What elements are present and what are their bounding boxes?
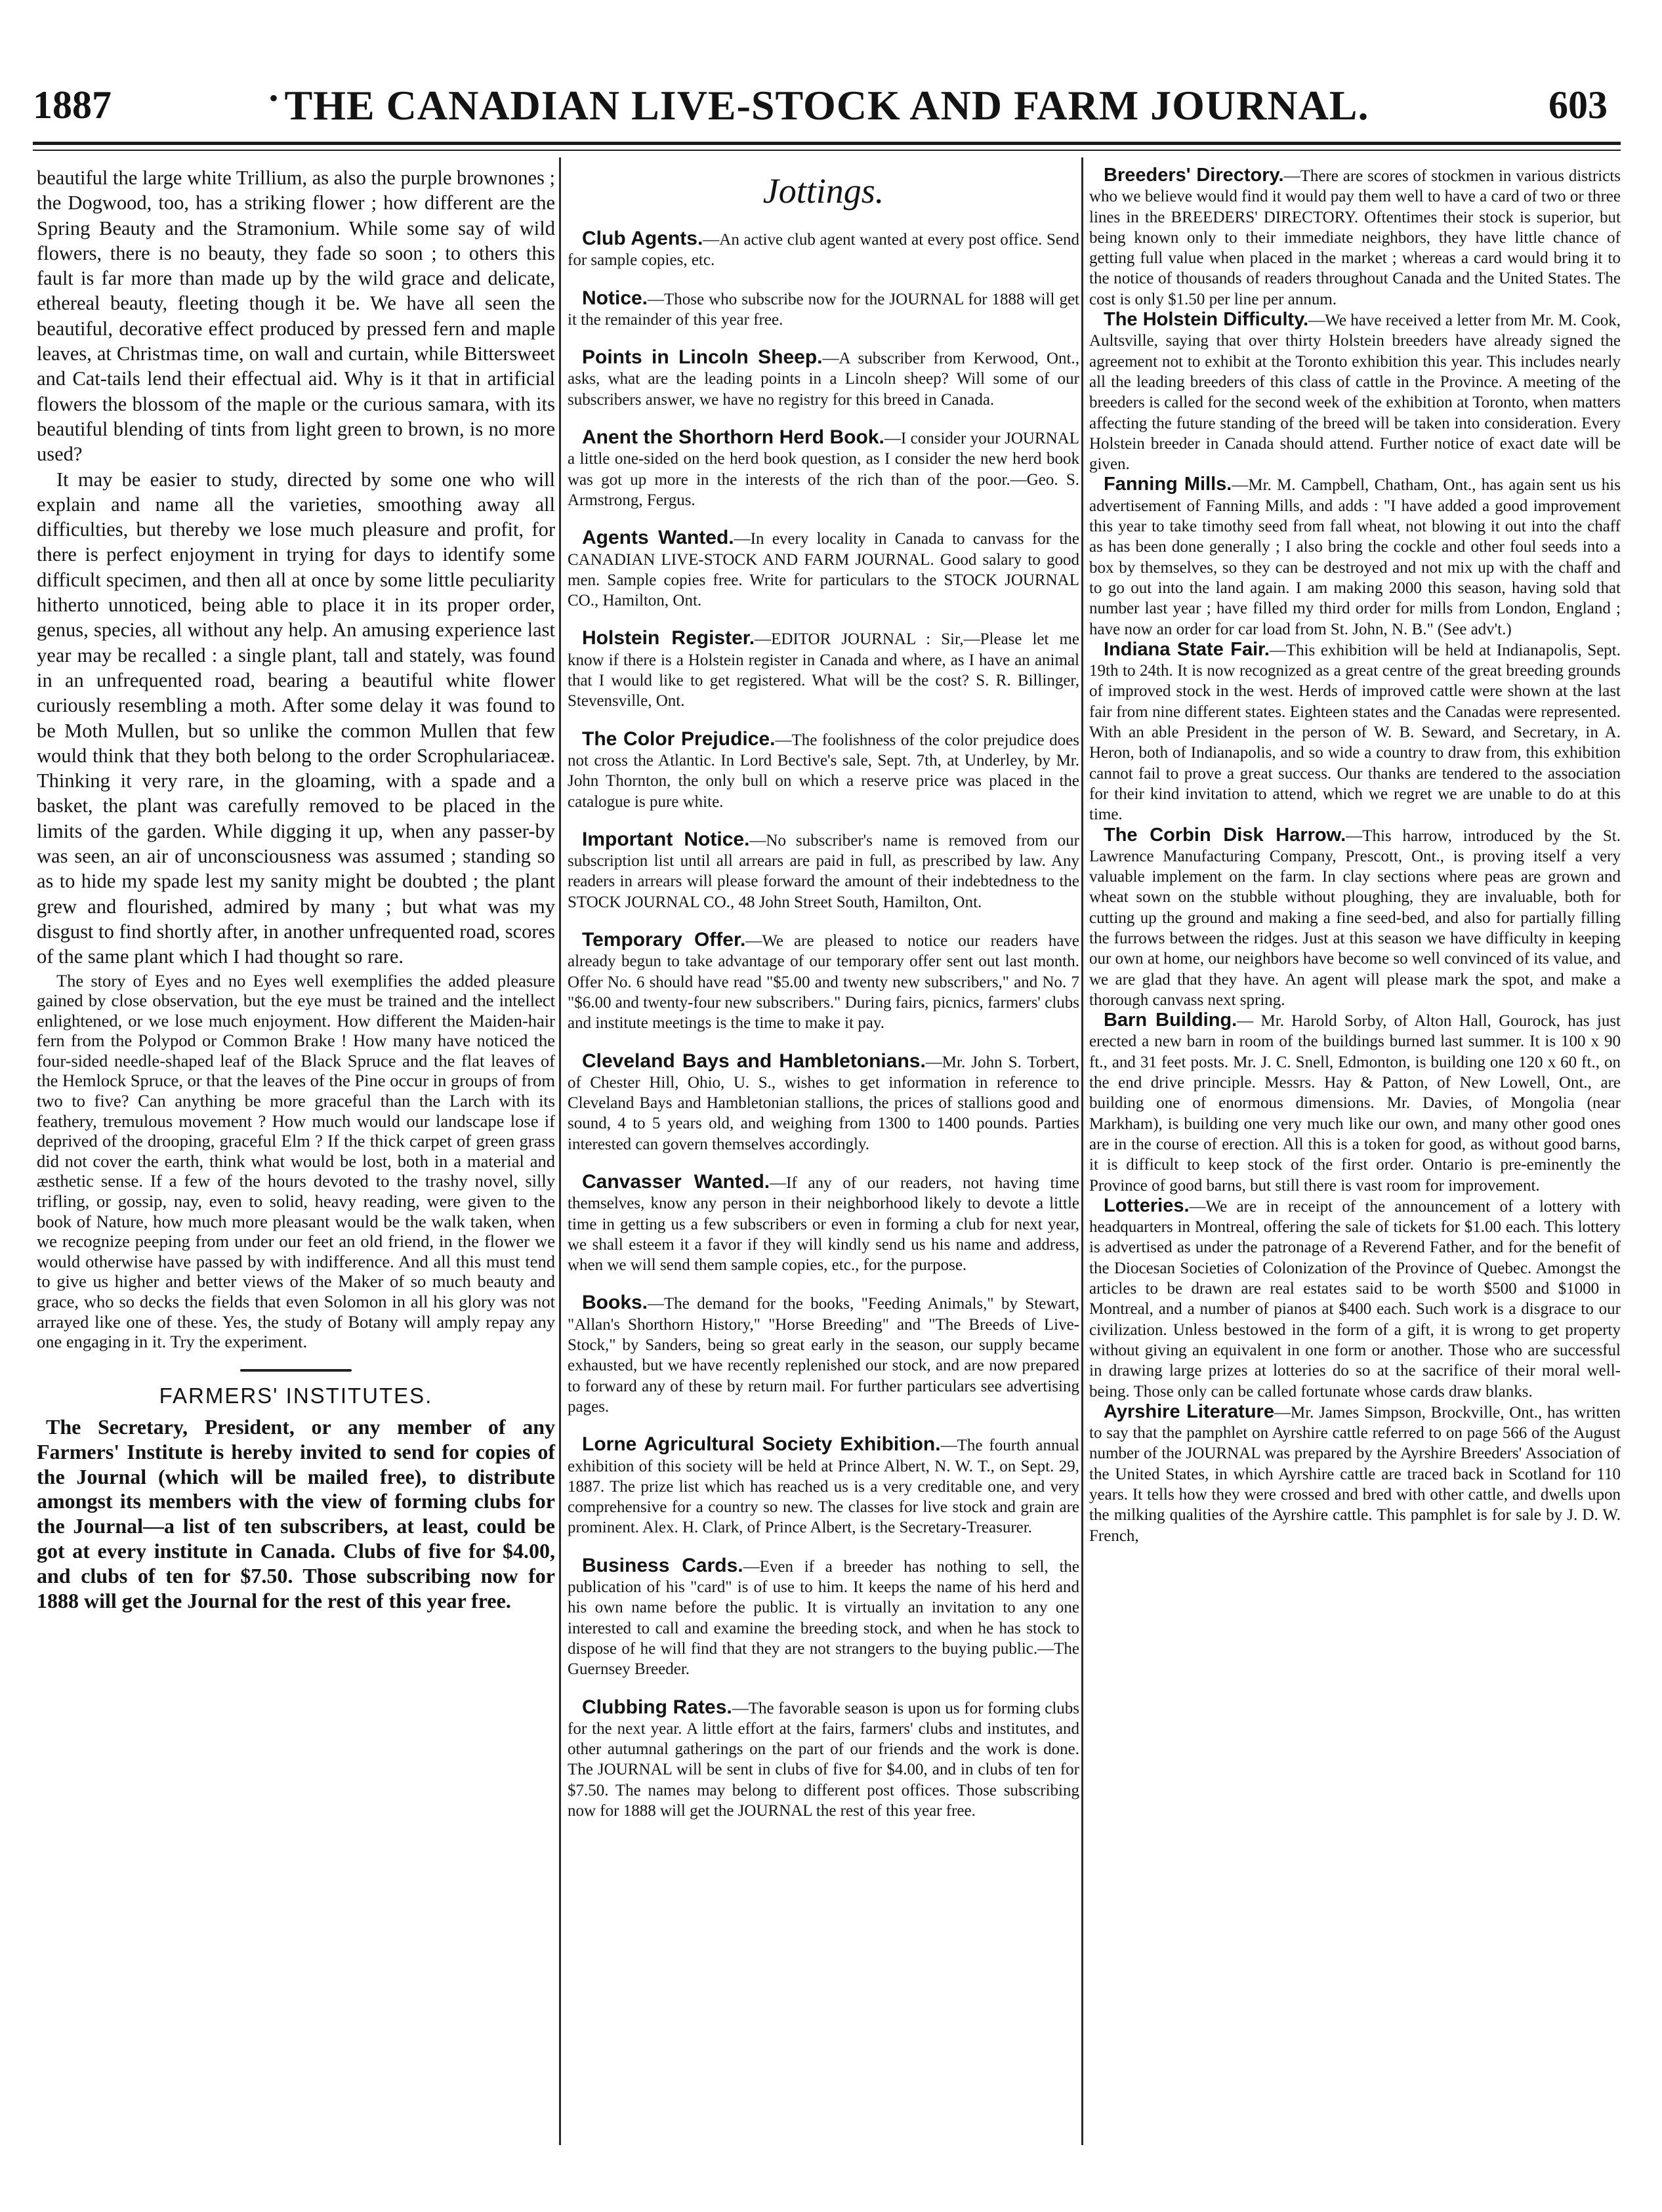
header-rule-thick bbox=[33, 142, 1621, 145]
notice-item bbox=[1089, 310, 1621, 474]
farmers-institutes-heading: FARMERS' INSTITUTES. bbox=[159, 1383, 433, 1408]
jotting-title: Books. bbox=[582, 1292, 648, 1314]
journal-title: THE CANADIAN LIVE-STOCK AND FARM JOURNAL. bbox=[284, 82, 1369, 129]
notice-item bbox=[1089, 1196, 1621, 1402]
jotting-title: Clubbing Rates. bbox=[582, 1696, 732, 1718]
jotting-body: —A subscriber from Kerwood, Ont., asks, what are the leading points in a Lincoln sheep? Will some of our subscribers answer, we have no registry for this breed in Canada. bbox=[568, 350, 1079, 409]
notice-body: —This exhibition will be held at Indianapolis, Sept. 19th to 24th. It is now recognized as a great centre of the great breeding grounds of improved stock in the west. Herds of improved cattle were shown at the last fair from nine different states. Eighteen states and the Canadas were represented. With an able President in the person of W. B. Seward, and Secretary, in A. Heron, both of Indianapolis, and so wide a country to draw from, this exhibition cannot fail to prove a great success. Our thanks are tendered to the association for their kind invitation to attend, which we regret we are unable to do at this time. bbox=[1089, 641, 1621, 824]
jotting-title: Points in Lincoln Sheep. bbox=[582, 346, 823, 369]
jotting-item bbox=[568, 1555, 1079, 1680]
jotting-title: Anent the Shorthorn Herd Book. bbox=[582, 426, 884, 449]
jotting-title: Cleveland Bays and Hambletonians. bbox=[582, 1050, 926, 1072]
column-divider-right bbox=[1081, 157, 1083, 2145]
column-notices bbox=[1089, 165, 1621, 2153]
jotting-body: —Even if a breeder has nothing to sell, the publication of his "card" is of use to him. It keeps the name of his herd and his own name before the public. It is virtually an invitation to any one interested to call and examine the breeding stock, and when he has stock to dispose of he will find that they are not strangers to the buying public.—The Guernsey Breeder. bbox=[568, 1557, 1079, 1679]
jotting-item bbox=[568, 527, 1079, 611]
jotting-body: —The favorable season is upon us for forming clubs for the next year. A little effort at the fairs, farmers' clubs and institutes, and other autumnal gatherings on the part of our friends and the work is done. The JOURNAL will be sent in clubs of five for $4.00, and in clubs of ten for $7.50. The names may belong to different post offices. Those subscribing now for 1888 will get the JOURNAL the rest of this year free. bbox=[568, 1699, 1079, 1820]
column-jottings bbox=[568, 165, 1079, 2153]
jotting-body: —The fourth annual exhibition of this society will be held at Prince Albert, N. W. T., on Sept. 29, 1887. The prize list which has reached us is a very creditable one, and very comprehensive for a country so new. The classes for live stock and grain are prominent. Alex. H. Clark, of Prince Albert, is the Secretary-Treasurer. bbox=[568, 1437, 1080, 1537]
notice-body: —This harrow, introduced by the St. Lawrence Manufacturing Company, Prescott, Ont., is proving itself a very valuable implement on the farm. In clay sections where peas are grown and wheat sown on the stubble without ploughing, they are invaluable, both for cutting up the ground and making a fine seed-bed, and also for partially filling the furrows between the ridges. Just at this season we have difficulty in keeping our own at home, our neighbors have become so well convinced of its value, and we are glad that they have. An agent will please mark the spot, and make a thorough canvass next spring. bbox=[1089, 827, 1621, 1009]
jotting-item bbox=[568, 1434, 1079, 1538]
page-number: 603 bbox=[1548, 83, 1608, 127]
jotting-item bbox=[568, 628, 1079, 711]
notice-item bbox=[1089, 474, 1621, 639]
jotting-body: —The demand for the books, "Feeding Animals," by Stewart, "Allan's Shorthorn History," "Horse Breeding" and "The Breeds of Live-Stock," by Sanders, being so great early in the season, our supply became exhausted, but we have recently replenished our stock, and are now prepared to forward any of these by return mail. For further particulars see advertising pages. bbox=[568, 1295, 1079, 1416]
notice-title: Indiana State Fair. bbox=[1104, 638, 1270, 660]
notice-item bbox=[1089, 1010, 1621, 1196]
notice-title: Breeders' Directory. bbox=[1104, 165, 1284, 186]
jotting-item bbox=[568, 1697, 1079, 1822]
jotting-item bbox=[568, 228, 1079, 271]
column-divider-left bbox=[559, 157, 561, 2145]
header-rule-thin bbox=[33, 150, 1621, 151]
article-paragraph: beautiful the large white Trillium, as also the purple brownones ; the Dogwood, too, has a striking flower ; how different are the Spring Beauty and the Stramonium. While some say of wild flowers, there is no beauty, they fade so soon ; to others this fault is far more than made up by the wild grace and delicate, ethereal beauty, fleeting though it be. We have all seen the beautiful, decorative effect produced by pressed fern and maple leaves, at Christmas time, on wall and curtain, while Bittersweet and Cat-tails lend their effectual aid. Why is it that in artificial flowers the blossom of the maple or the curious samara, with its beautiful blending of tints from light green to brown, is no more used? bbox=[37, 167, 555, 466]
jotting-title: Club Agents. bbox=[582, 228, 703, 249]
jotting-title: Important Notice. bbox=[582, 828, 750, 850]
jotting-title: Business Cards. bbox=[582, 1554, 743, 1576]
jotting-item bbox=[568, 347, 1079, 410]
farmers-institutes-body: The Secretary, President, or any member of any Farmers' Institute is hereby invited to send for copies of the Journal (which will be mailed free), to distribute amongst its members with the view of forming clubs for the Journal—a list of ten subscribers, at least, could be got at every institute in Canada. Clubs of five for $4.00, and clubs of ten for $7.50. Those subscribing now for 1888 will get the Journal for the rest of this year free. bbox=[37, 1415, 555, 1612]
column-botany-article bbox=[37, 165, 555, 2153]
jotting-item bbox=[568, 930, 1079, 1033]
notice-body: —There are scores of stockmen in various districts who we believe would find it would pay them well to have a card of two or three lines in the BREEDERS' DIRECTORY. Oftentimes their stock is superior, but being known only to their immediate neighbors, they have little chance of getting full value when placed in the market ; whereas a card would bring it to the notice of thousands of readers throughout Canada and the United States. The cost is only $1.50 per line per annum. bbox=[1089, 167, 1621, 308]
notice-body: — Mr. Harold Sorby, of Alton Hall, Gourock, has just erected a new barn in room of the buildings burned last summer. It is 100 x 90 ft., and 31 feet posts. Mr. J. C. Snell, Edmonton, is building one 120 x 60 ft., on the end drive principle. Messrs. Hay & Patton, of New Lowell, Ont., are building one of enormous dimensions. Mr. Davies, of Mongolia (near Markham), is building one very much like our own, and many other good ones are in the course of erection. All this is a token for good, as without good barns, it is difficult to keep stock of the first order. Ontario is pre-eminently the Province of good barns, but still there is vast room for improvement. bbox=[1089, 1012, 1621, 1195]
notice-body: —We have received a letter from Mr. M. Cook, Aultsville, saying that over thirty Holstein breeders have already signed the agreement not to exhibit at the Toronto exhibition this year. This includes nearly all the leading breeders of this class of cattle in the Province. A meeting of the breeders is called for the second week of the exhibition at Toronto, when matters affecting the future standing of the breed will be taken into consideration. Every Holstein breeder in Canada should attend. Further notice of exact date will be given. bbox=[1089, 312, 1621, 474]
jotting-body: —An active club agent wanted at every post office. Send for sample copies, etc. bbox=[568, 231, 1079, 270]
jotting-body: —I consider your JOURNAL a little one-sided on the herd book question, as I consider the new herd book was got up more in the interests of the rich than of the poor.—Geo. S. Armstrong, Fergus. bbox=[568, 430, 1079, 509]
jotting-title: Lorne Agricultural Society Exhibition. bbox=[582, 1433, 941, 1456]
section-divider bbox=[240, 1369, 352, 1372]
jotting-title: Holstein Register. bbox=[582, 627, 755, 649]
jotting-item bbox=[568, 1172, 1079, 1275]
article-paragraph: It may be easier to study, directed by some one who will explain and name all the varieties, smoothing away all difficulties, but thereby we lose much pleasure and profit, for there is perfect enjoyment in trying for days to identify some difficult specimen, and then all at once by some little peculiarity hitherto unnoticed, being able to place it in its proper order, genus, species, all without any help. An amusing experience last year may be recalled : a single plant, tall and stately, was found in an unfrequented road, bearing a beautiful white flower curiously resembling a moth. After some delay it was found to be Moth Mullen, but so unlike the common Mullen that few would think that they both belong to the order Scrophulariaceæ. Thinking it very rare, in the gloaming, with a spade and a basket, the plant was carefully removed to be placed in the limits of the garden. While digging it up, when any passer-by was seen, an air of unconsciousness was assumed ; standing so as to hide my spade lest my sanity might be doubted ; the plant grew and flourished, admired by many ; but what was my disgust to find shortly after, in another unfrequented road, scores of the same plant which I had thought so rare. bbox=[37, 468, 555, 968]
jotting-body: —In every locality in Canada to canvass for the CANADIAN LIVE-STOCK AND FARM JOURNAL. Good salary to good men. Sample copies free. Write for particulars to the STOCK JOURNAL CO., Hamilton, Ont. bbox=[568, 530, 1079, 610]
header-year: 1887 bbox=[33, 83, 112, 127]
jotting-item bbox=[568, 1051, 1079, 1155]
jotting-body: —If any of our readers, not having time themselves, know any person in their neighborhood likely to devote a little time in getting us a few subscribers or even in forming a club for next year, we shall esteem it a favor if they will kindly send us his name and address, when we will send them sample copies, etc., for the purpose. bbox=[568, 1174, 1079, 1275]
notice-title: The Corbin Disk Harrow. bbox=[1104, 824, 1346, 846]
notice-item bbox=[1089, 165, 1621, 310]
page-header bbox=[33, 77, 1621, 136]
notice-title: Barn Building. bbox=[1104, 1010, 1237, 1031]
jotting-body: —The foolishness of the color prejudice does not cross the Atlantic. In Lord Bective's sale, Sept. 7th, at Underley, by Mr. John Thornton, the only bull on which a reserve price was placed in the catalogue is pure white. bbox=[568, 731, 1079, 811]
jotting-body: —EDITOR JOURNAL : Sir,—Please let me know if there is a Holstein register in Canada and where, as I have an animal that I would like to get registered. What will be the cost? S. R. Billinger, Stevensville, Ont. bbox=[568, 630, 1079, 710]
jotting-body: —We are pleased to notice our readers have already begun to take advantage of our temporary offer sent out last month. Offer No. 6 should have read "$5.00 and twenty new subscribers," and No. 7 "$6.00 and twenty-four new subscribers." During fairs, picnics, farmers' clubs and institute meetings is the time to make it pay. bbox=[568, 932, 1079, 1033]
jotting-body: —No subscriber's name is removed from our subscription list until all arrears are paid in full, as prescribed by law. Any readers in arrears will please forward the amount of their indebtedness to the STOCK JOURNAL CO., 48 John Street South, Hamilton, Ont. bbox=[568, 831, 1079, 911]
jotting-body: —Those who subscribe now for the JOURNAL for 1888 will get it the remainder of this year free. bbox=[568, 290, 1079, 329]
jotting-title: Canvasser Wanted. bbox=[582, 1170, 770, 1193]
jotting-item bbox=[568, 427, 1079, 510]
notice-body: —Mr. M. Campbell, Chatham, Ont., has again sent us his advertisement of Fanning Mills, and adds : "I have added a good improvement this year to take timothy seed from fall wheat, not blowing it out into the chaff as has been done generally ; I also bring the cockle and other foul seeds into a box by themselves, so they can be destroyed and not mix up with the chaff and to go out into the land again. I am making 2000 this season, having sold that number last year ; have filled my third order for mills from London, England ; have now an order for car load from St. John, N. B." (See adv't.) bbox=[1089, 476, 1621, 638]
notice-title: Fanning Mills. bbox=[1104, 474, 1232, 495]
notice-item bbox=[1089, 1402, 1621, 1546]
jotting-item bbox=[568, 1292, 1079, 1417]
jotting-title: Temporary Offer. bbox=[582, 929, 746, 951]
notice-body: —We are in receipt of the announcement of a lottery with headquarters in Montreal, offering the sale of tickets for $1.00 each. This lottery is advertised as under the patronage of a Reverend Father, and for the benefit of the Diocesan Societies of Colonization of the Province of Quebec. Amongst the articles to be drawn are real estates said to be worth $500 and $1000 in Montreal, and a number of pianos at $400 each. Such work is a disgrace to our civilization. Unless bestowed in the form of a gift, it is wrong to get property without giving an equivalent in one form or another. Those who are successful in drawing large prizes at lotteries do so at the sacrifice of their moral well-being. Those only can be called fortunate whose cards draw blanks. bbox=[1089, 1197, 1621, 1401]
jotting-item bbox=[568, 729, 1079, 812]
jotting-item bbox=[568, 288, 1079, 331]
article-paragraph: The story of Eyes and no Eyes well exemplifies the added pleasure gained by close observation, but the eye must be trained and the intellect enlightened, or we lose much enjoyment. How different the Maiden-hair fern from the Polypod or Common Brake ! How many have noticed the four-sided needle-shaped leaf of the Black Spruce and the flat leaves of the Hemlock Spruce, or that the leaves of the Pine occur in groups of from two to five? Can anything be more graceful than the Larch with its feathery, tremulous movement ? How much would our landscape lose if deprived of the drooping, graceful Elm ? If the thick carpet of green grass did not cover the earth, think what would be lost, both in a material and æsthetic sense. If a few of the hours devoted to the trashy novel, silly trifling, or gossip, nay, even to solid, heavy reading, were given to the book of Nature, how much more pleasant would be the walk taken, when we recognize peeping from under our feet an old friend, in the flower we would otherwise have passed by with indifference. And all this must tend to give us higher and better views of the Maker of so much beauty and grace, who so decks the fields that even Solomon in all his glory was not arrayed like one of these. Yes, the study of Botany will amply repay any one engaging in it. Try the experiment. bbox=[37, 970, 555, 1352]
jotting-title: Notice. bbox=[582, 287, 648, 309]
header-ornament: • bbox=[269, 83, 279, 113]
jotting-body: —Mr. John S. Torbert, of Chester Hill, Ohio, U. S., wishes to get information in reference to Cleveland Bays and Hambletonian stallions, the prices of stallions good and sound, 4 to 5 years old, and weighing from 1300 to 1400 pounds. Parties interested can govern themselves accordingly. bbox=[568, 1053, 1080, 1153]
notice-body: —Mr. James Simpson, Brockville, Ont., has written to say that the pamphlet on Ayrshire cattle referred to on page 566 of the August number of the JOURNAL was prepared by the Ayrshire Breeders' Association of the United States, in which Ayrshire cattle are traced back in Scotland for 110 years. It tells how they were crossed and bred with other cattle, and dwells upon the milking qualities of the Ayrshire cattle. This pamphlet is for sale by J. D. W. French, bbox=[1089, 1403, 1621, 1545]
notice-title: Ayrshire Literature bbox=[1104, 1401, 1274, 1422]
jotting-title: Agents Wanted. bbox=[582, 527, 734, 549]
notice-item bbox=[1089, 825, 1621, 1011]
jotting-title: The Color Prejudice. bbox=[582, 727, 776, 750]
notice-title: The Holstein Difficulty. bbox=[1104, 309, 1309, 331]
jotting-item bbox=[568, 829, 1079, 912]
jottings-heading: Jottings. bbox=[762, 171, 884, 211]
notice-item bbox=[1089, 640, 1621, 825]
notice-title: Lotteries. bbox=[1104, 1195, 1190, 1216]
